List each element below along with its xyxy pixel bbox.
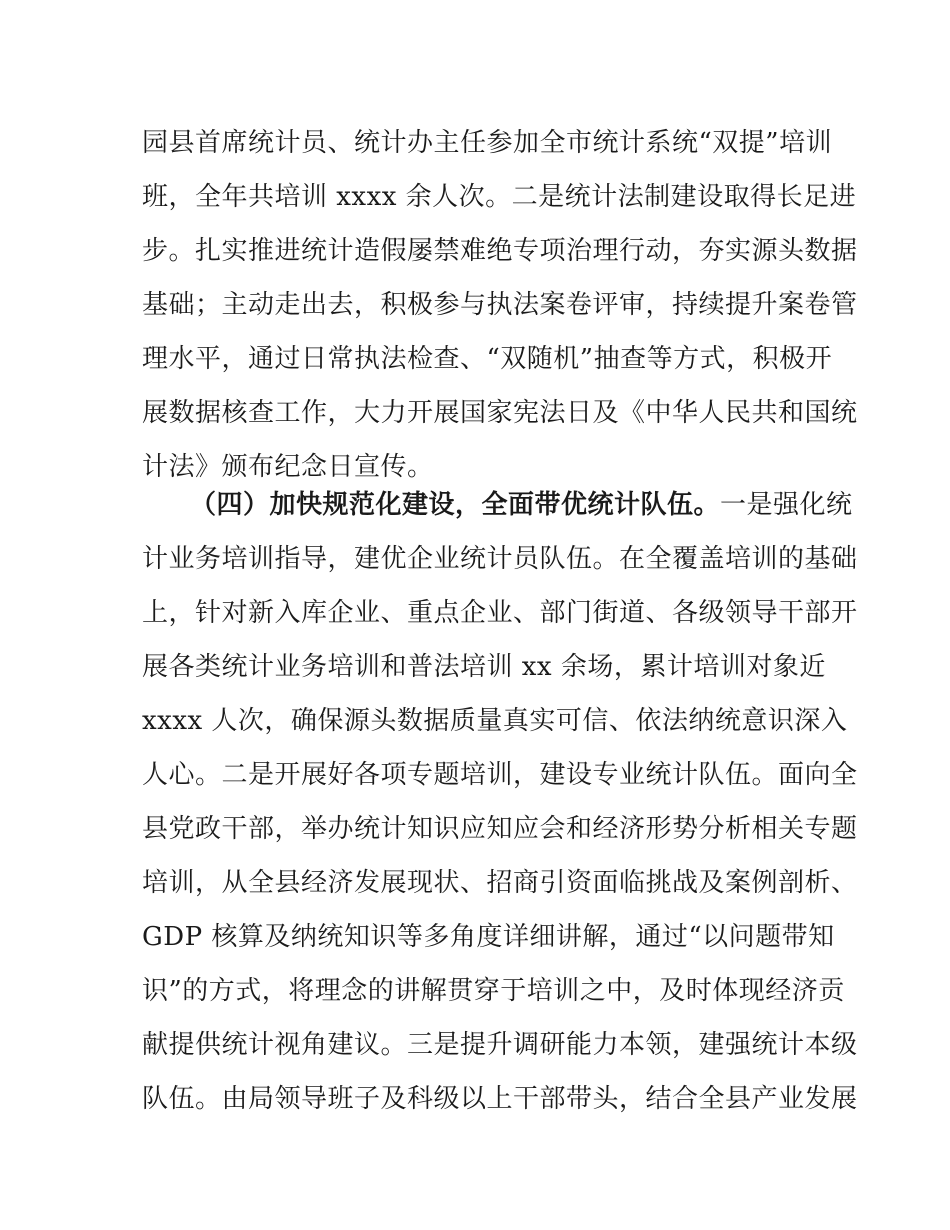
paragraph-2-line-5: xxxx 人次，确保源头数据质量真实可信、依法纳统意识深入 [142,706,848,736]
paragraph-2-first-line [190,478,853,532]
paragraph-1-line-5: 理水平，通过日常执法检查、“双随机”抽查等方式，积极开 [142,344,833,374]
paragraph-1-line-4: 基础；主动走出去，积极参与执法案卷评审，持续提升案卷管 [142,290,858,320]
paragraph-1-line-2: 班，全年共培训 xxxx 余人次。二是统计法制建设取得长足进 [142,182,857,212]
paragraph-2-line-7: 县党政干部，举办统计知识应知应会和经济形势分析相关专题 [142,814,858,844]
paragraph-2-line-4: 展各类统计业务培训和普法培训 xx 余场，累计培训对象近 [142,652,826,682]
paragraph-2-line-8: 培训，从全县经济发展现状、招商引资面临挑战及案例剖析、 [142,868,858,898]
paragraph-2-line-6: 人心。二是开展好各项专题培训，建设专业统计队伍。面向全 [142,760,858,790]
paragraph-2-line-9: GDP 核算及纳统知识等多角度详细讲解，通过“以问题带知 [142,922,835,952]
paragraph-2-line-2: 计业务培训指导，建优企业统计员队伍。在全覆盖培训的基础 [142,544,858,574]
paragraph-1-line-3: 步。扎实推进统计造假屡禁难绝专项治理行动，夯实源头数据 [142,236,858,266]
paragraph-1-line-1: 园县首席统计员、统计办主任参加全市统计系统“双提”培训 [142,128,833,158]
paragraph-1-line-7: 计法》颁布纪念日宣传。 [142,452,434,482]
paragraph-2-line-10: 识”的方式，将理念的讲解贯穿于培训之中，及时体现经济贡 [142,976,845,1006]
section-heading: （四）加快规范化建设，全面带优统计队伍。 [190,490,721,520]
paragraph-2-line-11: 献提供统计视角建议。三是提升调研能力本领，建强统计本级 [142,1030,858,1060]
paragraph-2-line-3: 上，针对新入库企业、重点企业、部门街道、各级领导干部开 [142,598,858,628]
paragraph-2-first-line-text: 一是强化统 [720,490,853,520]
paragraph-2-line-12: 队伍。由局领导班子及科级以上干部带头，结合全县产业发展 [142,1084,858,1114]
paragraph-1-line-6: 展数据核查工作，大力开展国家宪法日及《中华人民共和国统 [142,398,858,428]
